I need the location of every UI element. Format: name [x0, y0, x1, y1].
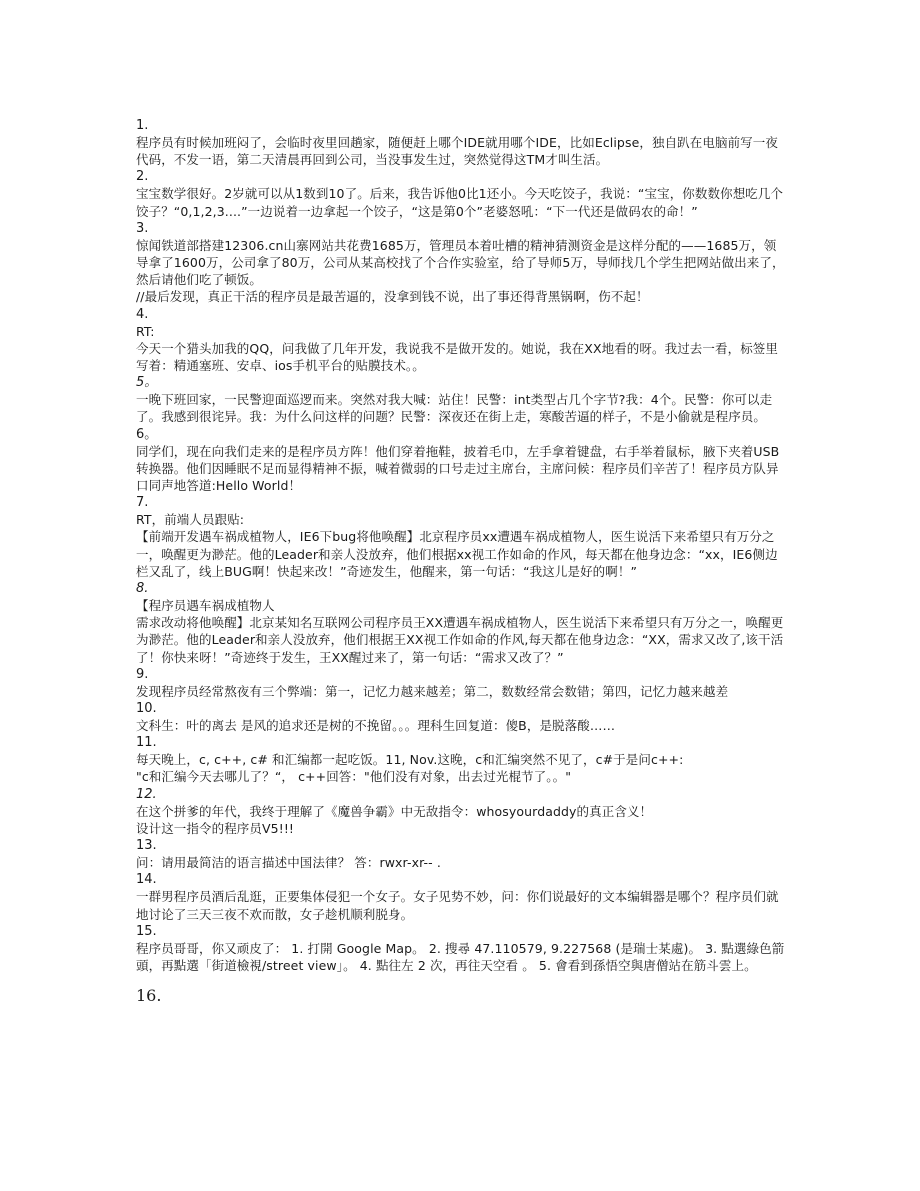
item-text: 【前端开发遇车祸成植物人，IE6下bug将他唤醒】北京程序员xx遭遇车祸成植物人，医生说活下来希望只有万分之一，唤醒更为渺茫。他的Leader和亲人没放弃，他们根据xx视工作如命的作风，每天都在他身边念：“xx，IE6侧边栏又乱了，线上BUG啊！快起来改！”奇迹发生，他醒来，第一句话：“我这儿是好的啊！” — [136, 529, 778, 579]
item-number-16: 16. — [136, 986, 162, 1006]
item-number: 15. — [136, 923, 157, 939]
item-number: 1. — [136, 118, 149, 133]
item-text: 每天晚上，c, c++, c# 和汇编都一起吃饭。11, Nov.这晚，c和汇编突然不见了，c#于是问c++: — [136, 752, 684, 768]
item-number: 7. — [136, 495, 149, 511]
item-text: 程序员哥哥，你又顽皮了： 1. 打開 Google Map。 2. 搜尋 47.110579, 9.227568 (是瑞士某處)。 3. 點選綠色箭頭，再點選「街道檢視/street view」。 4. 點往左 2 次，再往天空看 。 5. 會看到孫悟空與唐僧站在筋斗雲上。 — [136, 940, 785, 973]
item-text: 一晚下班回家，一民警迎面巡逻而来。突然对我大喊：站住！民警：int类型占几个字节?我：4个。民警：你可以走了。我感到很诧异。我：为什么问这样的问题？民警：深夜还在街上走，寒酸苦逼的样子，不是小偷就是程序员。 — [136, 392, 773, 425]
joke-item — [136, 426, 786, 495]
item-number: 9. — [136, 666, 149, 682]
joke-item — [136, 871, 786, 922]
item-text: 一群男程序员酒后乱逛，正要集体侵犯一个女子。女子见势不妙，问：你们说最好的文本编辑器是哪个？程序员们就地讨论了三天三夜不欢而散，女子趁机顺利脱身。 — [136, 889, 779, 922]
item-text: 在这个拼爹的年代，我终于理解了《魔兽争霸》中无敌指令：whosyourdaddy的真正含义！ — [136, 803, 653, 819]
joke-item — [136, 837, 786, 871]
joke-item — [136, 700, 786, 734]
item-text: 设计这一指令的程序员V5!!! — [136, 820, 295, 836]
joke-item — [136, 374, 786, 425]
item-text: //最后发现，真正干活的程序员是最苦逼的，没拿到钱不说，出了事还得背黑锅啊，伤不起！ — [136, 289, 649, 305]
item-number: 4. — [136, 306, 149, 322]
item-number: 3. — [136, 220, 149, 236]
item-number: 10. — [136, 701, 157, 717]
item-text: RT: — [136, 323, 155, 339]
item-text: 今天一个猎头加我的QQ，问我做了几年开发，我说我不是做开发的。她说，我在XX地看的呀。我过去一看，标签里写着：精通塞班、安卓、ios手机平台的贴膜技术。。 — [136, 340, 779, 374]
item-number: 8. — [136, 581, 149, 597]
item-text: 需求改动将他唤醒】北京某知名互联网公司程序员王XX遭遇车祸成植物人，医生说活下来希望只有万分之一，唤醒更为渺茫。他的Leader和亲人没放弃，他们根据王XX视工作如命的作风,每天都在他身边念：“XX，需求又改了,该干活了！你快来呀！”奇迹终于发生，王XX醒过来了，第一句话：“需求又改了？” — [136, 615, 784, 665]
joke-item — [136, 117, 786, 168]
item-text: 同学们，现在向我们走来的是程序员方阵！他们穿着拖鞋，披着毛巾，左手拿着键盘，右手举着鼠标，腋下夹着USB转换器。他们因睡眠不足而显得精神不振，喊着微弱的口号走过主席台，主席问候：程序员们辛苦了！程序员方队异口同声地答道:Hello World！ — [136, 443, 780, 494]
item-text: 【程序员遇车祸成植物人 — [136, 598, 275, 614]
item-text: "c和汇编今天去哪儿了？“， c++回答："他们没有对象，出去过光棍节了。。" — [136, 769, 572, 785]
joke-item — [136, 306, 786, 375]
item-number: 11. — [136, 735, 157, 751]
joke-item — [136, 734, 786, 785]
document-body — [136, 117, 786, 1006]
item-number: 12. — [136, 786, 157, 802]
joke-item — [136, 580, 786, 666]
joke-item — [136, 666, 786, 700]
item-text: 问：请用最简洁的语言描述中国法律？ 答：rwxr-xr-- . — [136, 855, 441, 871]
item-text: 程序员有时候加班闷了，会临时夜里回趟家，随便赶上哪个IDE就用哪个IDE，比如Eclipse，独自趴在电脑前写一夜代码，不发一语，第二天清晨再回到公司，当没事发生过，突然觉得这TM才叫生活。 — [136, 135, 778, 168]
item-text: 惊闻铁道部搭建12306.cn山寨网站共花费1685万，管理员本着吐槽的精神猜测资金是这样分配的——1685万，领导拿了1600万，公司拿了80万，公司从某高校找了个合作实验室，给了导师5万，导师找几个学生把网站做出来了，然后请他们吃了顿饭。 — [136, 237, 785, 288]
item-text: 文科生：叶的离去 是风的追求还是树的不挽留。。。理科生回复道：傻B，是脱落酸…… — [136, 718, 616, 734]
joke-item — [136, 494, 786, 580]
item-number: 5。 — [136, 375, 158, 391]
joke-item — [136, 923, 786, 974]
item-text: RT，前端人员跟贴: — [136, 512, 245, 528]
joke-item — [136, 786, 786, 837]
item-number: 13. — [136, 838, 157, 854]
item-number: 14. — [136, 872, 157, 888]
joke-item — [136, 220, 786, 306]
item-number: 2. — [136, 169, 149, 185]
item-text: 宝宝数学很好。2岁就可以从1数到10了。后来，我告诉他0比1还小。今天吃饺子，我说：“宝宝，你数数你想吃几个饺子？“0,1,2,3....”一边说着一边拿起一个饺子，“这是第0个”老婆怒吼：“下一代还是做码农的命！” — [136, 186, 784, 219]
item-number: 6。 — [136, 426, 158, 442]
item-text: 发现程序员经常熬夜有三个弊端：第一，记忆力越来越差；第二，数数经常会数错；第四，记忆力越来越差 — [136, 683, 729, 699]
joke-item — [136, 168, 786, 219]
